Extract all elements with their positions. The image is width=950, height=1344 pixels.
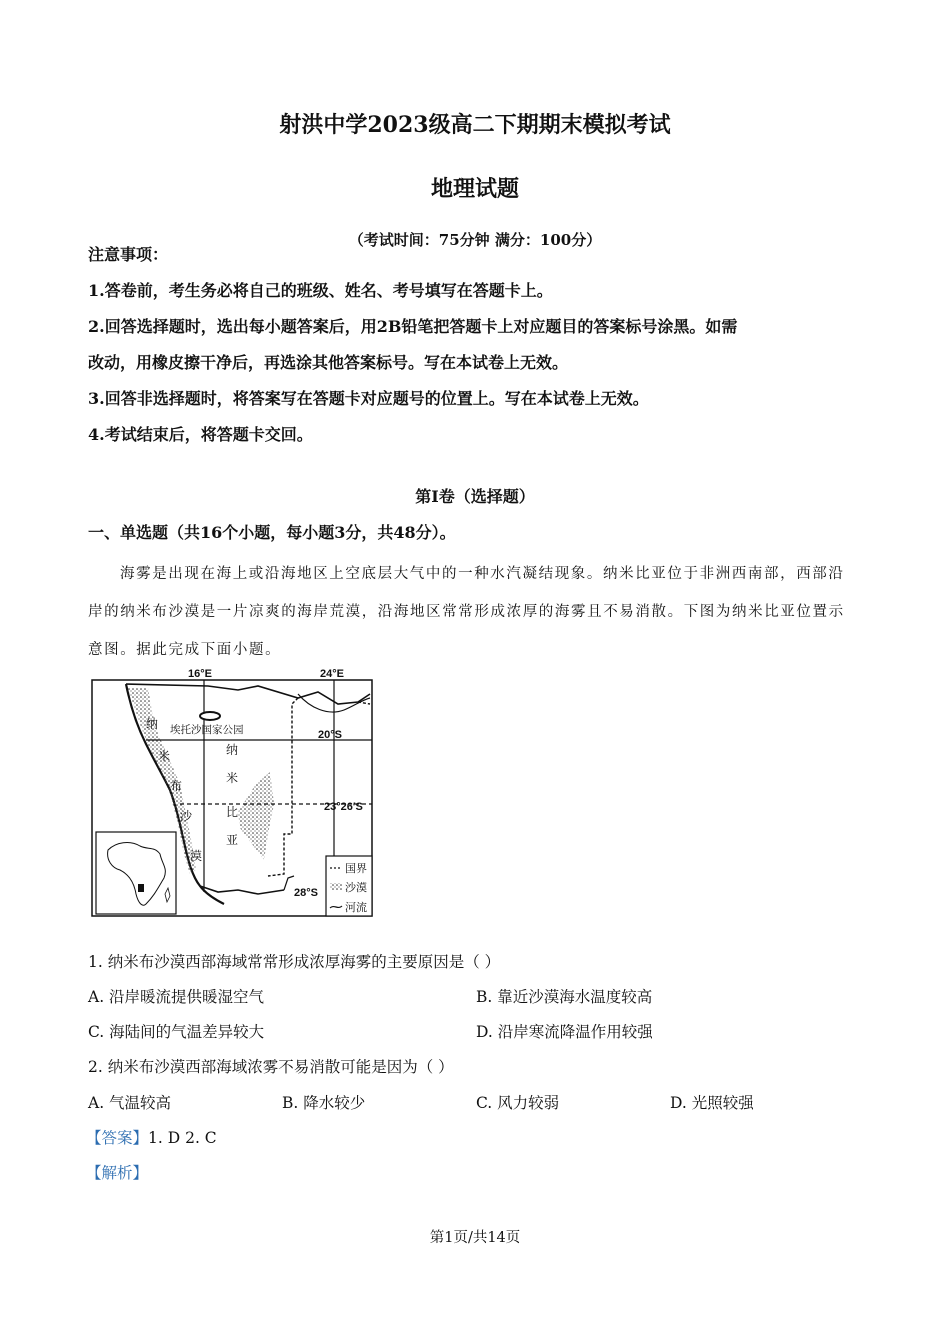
section-title: 第I卷（选择题） [415, 487, 535, 506]
exam-info: （考试时间：75分钟 满分：100分） [348, 231, 602, 249]
question-2-option-c[interactable]: C. 风力较弱 [476, 1094, 560, 1112]
lat-label: 28°S [294, 887, 318, 899]
legend-desert-swatch [330, 883, 342, 890]
note-item: 2.回答选择题时，选出每小题答案后，用2B铅笔把答题卡上对应题目的答案标号涂黑。如需 [88, 317, 738, 336]
question-1-option-c[interactable]: C. 海陆间的气温差异较大 [88, 1023, 265, 1041]
question-1-option-d[interactable]: D. 沿岸寒流降温作用较强 [476, 1023, 653, 1041]
park-label: 埃托沙国家公园 [170, 724, 244, 736]
note-item: 3.回答非选择题时，将答案写在答题卡对应题号的位置上。写在本试卷上无效。 [88, 389, 649, 408]
answer-line [86, 1126, 217, 1148]
lon-label: 16°E [188, 668, 212, 680]
desert-label-char: 米 [158, 749, 171, 763]
namibia-map [88, 664, 388, 920]
answer-text: 1. D 2. C [148, 1129, 217, 1147]
lon-label: 24°E [320, 668, 344, 680]
notes-heading: 注意事项： [88, 245, 169, 264]
question-1-option-a[interactable]: A. 沿岸暖流提供暖湿空气 [88, 988, 265, 1006]
lat-label: 20°S [318, 729, 342, 741]
note-item: 改动，用橡皮擦干净后，再选涂其他答案标号。写在本试卷上无效。 [88, 353, 569, 372]
country-label-char: 比 [226, 805, 239, 819]
intro-paragraph: 海雾是出现在海上或沿海地区上空底层大气中的一种水汽凝结现象。纳米比亚位于非洲西南部，西部沿岸的纳米布沙漠是一片凉爽的海岸荒漠，沿海地区常常形成浓厚的海雾且不易消散。下图为纳米比亚位置示意图。据此完成下面小题。 [88, 566, 845, 658]
notes-block [88, 237, 868, 453]
lat-label: 23°26′S [324, 801, 363, 813]
question-1-stem: 1. 纳米布沙漠西部海域常常形成浓厚海雾的主要原因是（ ） [88, 953, 501, 971]
country-label-char: 米 [226, 771, 239, 785]
etosha-park [200, 712, 220, 720]
exam-subject-title: 地理试题 [430, 176, 519, 202]
exam-title: 射洪中学2023级高二下期期末模拟考试 [279, 112, 671, 138]
question-2-stem: 2. 纳米布沙漠西部海域浓雾不易消散可能是因为（ ） [88, 1058, 454, 1076]
part-title: 一、单选题（共16个小题，每小题3分，共48分）。 [88, 523, 456, 542]
legend-label: 国界 [345, 862, 367, 875]
answer-label: 【答案】 [86, 1129, 149, 1147]
question-1-option-b[interactable]: B. 靠近沙漠海水温度较高 [476, 988, 653, 1006]
note-item: 1.答卷前，考生务必将自己的班级、姓名、考号填写在答题卡上。 [88, 281, 553, 300]
country-label-char: 亚 [226, 833, 239, 847]
desert-label-char: 漠 [190, 849, 203, 863]
inset-highlight [138, 884, 144, 892]
question-2-option-a[interactable]: A. 气温较高 [88, 1094, 172, 1112]
question-2-option-d[interactable]: D. 光照较强 [670, 1094, 754, 1112]
desert-label-char: 沙 [180, 809, 193, 823]
desert-label-char: 布 [170, 779, 183, 793]
desert-label-char: 纳 [146, 717, 159, 731]
analysis-label: 【解析】 [86, 1164, 149, 1182]
analysis-line [86, 1161, 148, 1183]
question-2-option-b[interactable]: B. 降水较少 [282, 1094, 366, 1112]
page-footer: 第1页/共14页 [429, 1230, 521, 1246]
country-label-char: 纳 [226, 743, 239, 757]
note-item: 4.考试结束后，将答题卡交回。 [88, 425, 313, 444]
legend-label: 河流 [345, 901, 367, 914]
legend-label: 沙漠 [345, 881, 367, 894]
